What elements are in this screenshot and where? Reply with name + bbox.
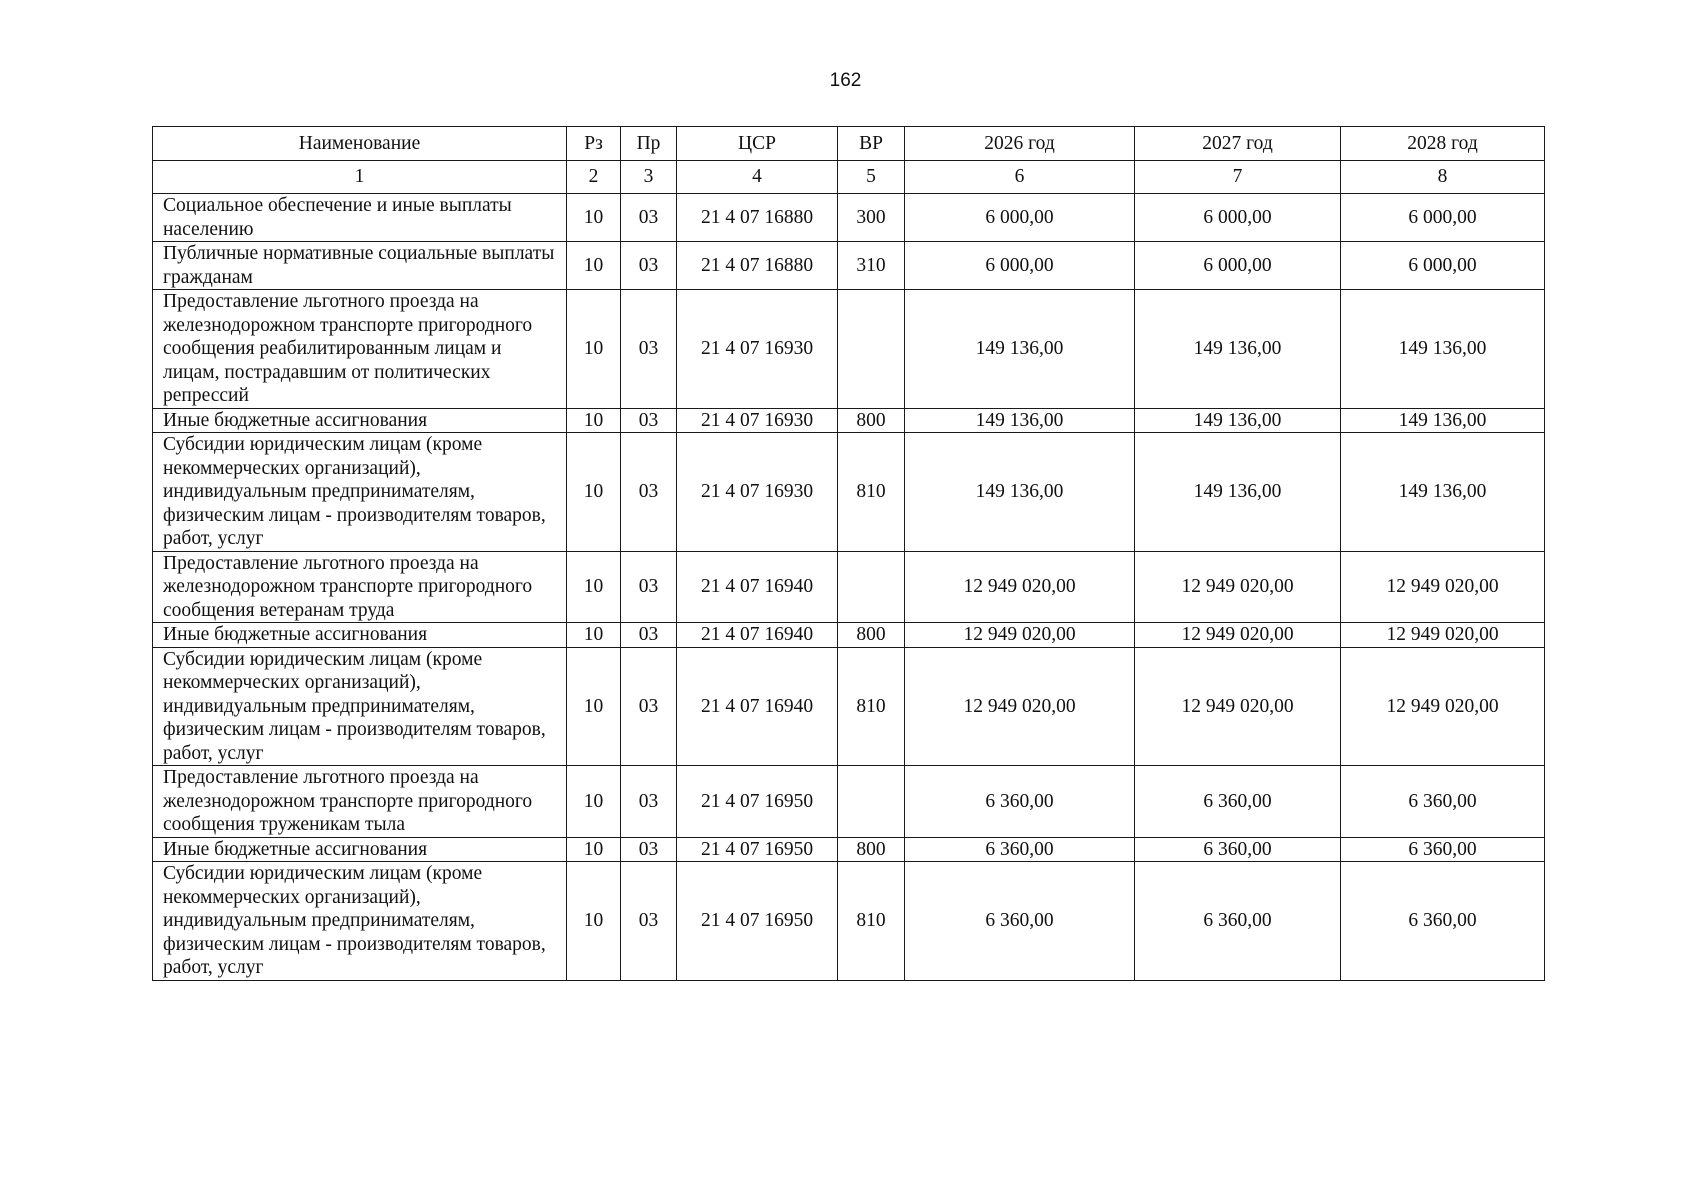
cell-csr: 21 4 07 16930 [677, 433, 838, 552]
column-number: 6 [905, 161, 1135, 194]
table-row [153, 408, 1545, 433]
column-number: 4 [677, 161, 838, 194]
table-row [153, 290, 1545, 409]
budget-table [152, 126, 1545, 981]
cell-2028: 6 360,00 [1341, 766, 1545, 838]
cell-name: Иные бюджетные ассигнования [153, 837, 567, 862]
cell-pr: 03 [621, 242, 677, 290]
cell-vr: 800 [838, 408, 905, 433]
table-row [153, 623, 1545, 648]
cell-2026: 6 360,00 [905, 766, 1135, 838]
cell-name: Субсидии юридическим лицам (кроме некоммерческих организаций), индивидуальным предпринимателям, физическим лицам - производителям товаров, работ, услуг [153, 862, 567, 981]
cell-rz: 10 [567, 837, 621, 862]
cell-2027: 149 136,00 [1135, 290, 1341, 409]
cell-csr: 21 4 07 16940 [677, 551, 838, 623]
cell-2028: 6 360,00 [1341, 862, 1545, 981]
cell-rz: 10 [567, 862, 621, 981]
cell-rz: 10 [567, 433, 621, 552]
cell-csr: 21 4 07 16950 [677, 837, 838, 862]
cell-2026: 12 949 020,00 [905, 551, 1135, 623]
cell-2028: 12 949 020,00 [1341, 647, 1545, 766]
cell-rz: 10 [567, 408, 621, 433]
cell-pr: 03 [621, 647, 677, 766]
header-rz: Рз [567, 127, 621, 161]
cell-name: Субсидии юридическим лицам (кроме некоммерческих организаций), индивидуальным предпринимателям, физическим лицам - производителям товаров, работ, услуг [153, 647, 567, 766]
cell-csr: 21 4 07 16880 [677, 194, 838, 242]
cell-rz: 10 [567, 647, 621, 766]
table-body [153, 194, 1545, 981]
cell-2027: 6 360,00 [1135, 766, 1341, 838]
column-number: 3 [621, 161, 677, 194]
cell-vr [838, 551, 905, 623]
cell-csr: 21 4 07 16950 [677, 766, 838, 838]
cell-2026: 6 000,00 [905, 194, 1135, 242]
cell-2026: 12 949 020,00 [905, 647, 1135, 766]
cell-vr: 300 [838, 194, 905, 242]
header-name: Наименование [153, 127, 567, 161]
cell-2027: 12 949 020,00 [1135, 551, 1341, 623]
column-number: 5 [838, 161, 905, 194]
cell-2028: 12 949 020,00 [1341, 551, 1545, 623]
table-row [153, 194, 1545, 242]
cell-name: Предоставление льготного проезда на железнодорожном транспорте пригородного сообщения реабилитированным лицам и лицам, пострадавшим от политических репрессий [153, 290, 567, 409]
cell-name: Публичные нормативные социальные выплаты гражданам [153, 242, 567, 290]
cell-vr: 800 [838, 623, 905, 648]
column-number: 1 [153, 161, 567, 194]
cell-2027: 6 000,00 [1135, 242, 1341, 290]
cell-csr: 21 4 07 16930 [677, 290, 838, 409]
cell-2027: 12 949 020,00 [1135, 647, 1341, 766]
column-number: 7 [1135, 161, 1341, 194]
page-number: 162 [829, 70, 862, 91]
table-row [153, 551, 1545, 623]
cell-2026: 6 000,00 [905, 242, 1135, 290]
cell-vr: 810 [838, 433, 905, 552]
cell-2028: 149 136,00 [1341, 290, 1545, 409]
cell-rz: 10 [567, 551, 621, 623]
cell-2026: 6 360,00 [905, 837, 1135, 862]
cell-rz: 10 [567, 194, 621, 242]
cell-csr: 21 4 07 16880 [677, 242, 838, 290]
cell-2026: 149 136,00 [905, 433, 1135, 552]
cell-vr: 810 [838, 647, 905, 766]
header-row [153, 127, 1545, 161]
cell-2026: 149 136,00 [905, 408, 1135, 433]
table-row [153, 433, 1545, 552]
cell-pr: 03 [621, 408, 677, 433]
cell-rz: 10 [567, 766, 621, 838]
cell-2026: 149 136,00 [905, 290, 1135, 409]
header-vr: ВР [838, 127, 905, 161]
cell-vr [838, 290, 905, 409]
table-row [153, 837, 1545, 862]
cell-rz: 10 [567, 290, 621, 409]
cell-2028: 12 949 020,00 [1341, 623, 1545, 648]
table-row [153, 766, 1545, 838]
cell-2027: 6 360,00 [1135, 862, 1341, 981]
cell-name: Субсидии юридическим лицам (кроме некоммерческих организаций), индивидуальным предпринимателям, физическим лицам - производителям товаров, работ, услуг [153, 433, 567, 552]
cell-2027: 6 360,00 [1135, 837, 1341, 862]
table-row [153, 242, 1545, 290]
cell-vr [838, 766, 905, 838]
cell-2026: 12 949 020,00 [905, 623, 1135, 648]
cell-2028: 6 360,00 [1341, 837, 1545, 862]
cell-csr: 21 4 07 16940 [677, 647, 838, 766]
cell-2027: 12 949 020,00 [1135, 623, 1341, 648]
cell-name: Иные бюджетные ассигнования [153, 408, 567, 433]
column-number: 8 [1341, 161, 1545, 194]
cell-vr: 800 [838, 837, 905, 862]
cell-pr: 03 [621, 862, 677, 981]
cell-csr: 21 4 07 16930 [677, 408, 838, 433]
column-number: 2 [567, 161, 621, 194]
header-csr: ЦСР [677, 127, 838, 161]
cell-name: Предоставление льготного проезда на железнодорожном транспорте пригородного сообщения ветеранам труда [153, 551, 567, 623]
cell-2028: 149 136,00 [1341, 433, 1545, 552]
cell-pr: 03 [621, 290, 677, 409]
cell-csr: 21 4 07 16940 [677, 623, 838, 648]
header-2026: 2026 год [905, 127, 1135, 161]
cell-2027: 149 136,00 [1135, 408, 1341, 433]
cell-rz: 10 [567, 623, 621, 648]
cell-pr: 03 [621, 623, 677, 648]
cell-vr: 310 [838, 242, 905, 290]
cell-pr: 03 [621, 766, 677, 838]
cell-name: Социальное обеспечение и иные выплаты населению [153, 194, 567, 242]
cell-2028: 6 000,00 [1341, 194, 1545, 242]
cell-pr: 03 [621, 194, 677, 242]
header-2028: 2028 год [1341, 127, 1545, 161]
cell-2026: 6 360,00 [905, 862, 1135, 981]
table-row [153, 862, 1545, 981]
cell-pr: 03 [621, 551, 677, 623]
cell-csr: 21 4 07 16950 [677, 862, 838, 981]
cell-vr: 810 [838, 862, 905, 981]
cell-rz: 10 [567, 242, 621, 290]
cell-2027: 149 136,00 [1135, 433, 1341, 552]
cell-2027: 6 000,00 [1135, 194, 1341, 242]
cell-2028: 149 136,00 [1341, 408, 1545, 433]
cell-name: Предоставление льготного проезда на железнодорожном транспорте пригородного сообщения труженикам тыла [153, 766, 567, 838]
header-pr: Пр [621, 127, 677, 161]
cell-name: Иные бюджетные ассигнования [153, 623, 567, 648]
cell-2028: 6 000,00 [1341, 242, 1545, 290]
table-header [153, 127, 1545, 194]
cell-pr: 03 [621, 433, 677, 552]
cell-pr: 03 [621, 837, 677, 862]
header-2027: 2027 год [1135, 127, 1341, 161]
table-row [153, 647, 1545, 766]
column-number-row [153, 161, 1545, 194]
